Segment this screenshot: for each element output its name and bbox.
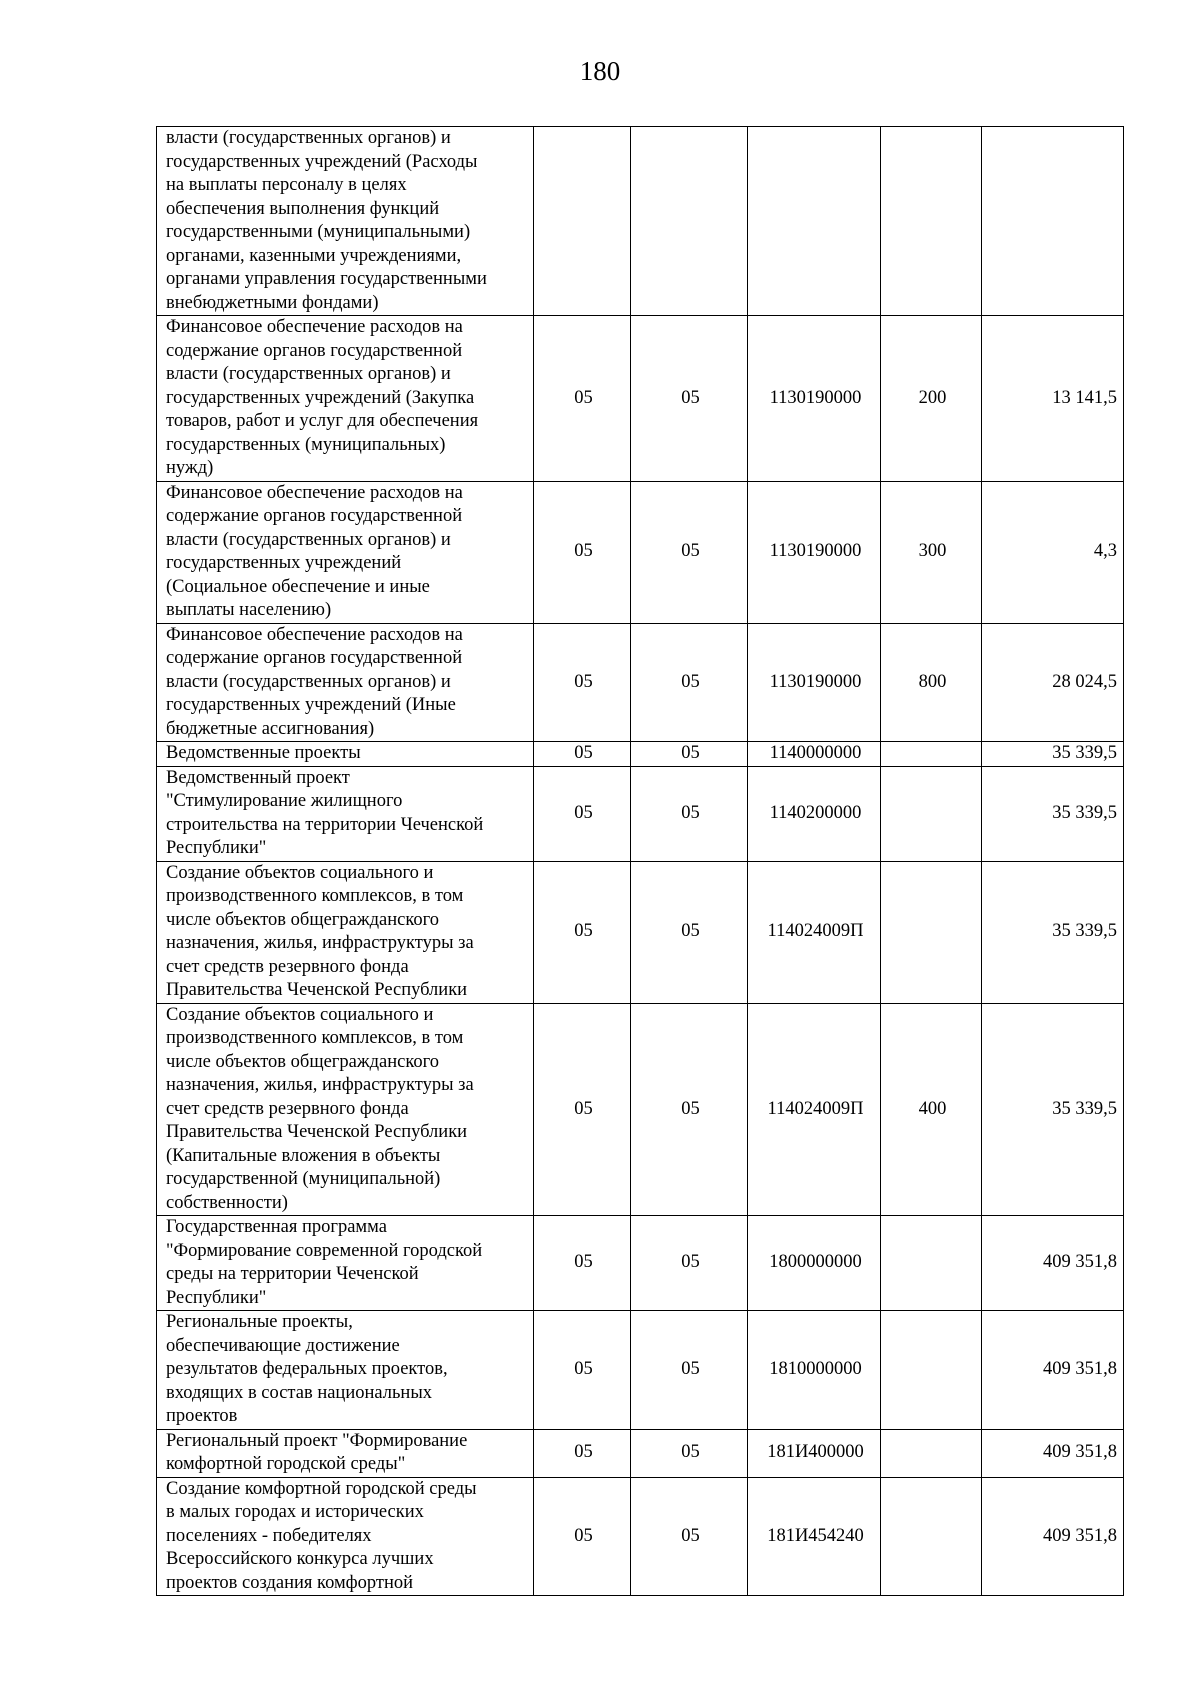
budget-table [156, 126, 1124, 1596]
expense-type-code: 300 [881, 481, 982, 623]
target-article-code: 114024009П [748, 861, 881, 1003]
target-article-code: 1140200000 [748, 766, 881, 861]
table-row [157, 623, 1124, 742]
row-description: Создание объектов социального и производственного комплексов, в том числе объектов общегражданского назначения, жилья, инфраструктуры за счет средств резервного фонда Правительства Чеченской Республики (Капитальные вложения в объекты государственной (муниципальной) собственности) [157, 1003, 534, 1216]
row-description: Создание комфортной городской среды в малых городах и исторических поселениях - победителях Всероссийского конкурса лучших проектов создания комфортной [157, 1477, 534, 1596]
table-row [157, 1003, 1124, 1216]
section-code: 05 [534, 861, 631, 1003]
row-description: Региональные проекты, обеспечивающие достижение результатов федеральных проектов, входящих в состав национальных проектов [157, 1311, 534, 1430]
row-description: Ведомственный проект "Стимулирование жилищного строительства на территории Чеченской Республики" [157, 766, 534, 861]
section-code [534, 127, 631, 316]
subsection-code: 05 [631, 742, 748, 767]
expense-type-code [881, 127, 982, 316]
expense-type-code [881, 1477, 982, 1596]
target-article-code: 181И454240 [748, 1477, 881, 1596]
table-row [157, 1477, 1124, 1596]
section-code: 05 [534, 766, 631, 861]
row-description: Финансовое обеспечение расходов на содержание органов государственной власти (государственных органов) и государственных учреждений (Закупка товаров, работ и услуг для обеспечения государственных (муниципальных) нужд) [157, 316, 534, 482]
table-row [157, 1311, 1124, 1430]
subsection-code: 05 [631, 623, 748, 742]
expense-type-code [881, 861, 982, 1003]
expense-type-code: 800 [881, 623, 982, 742]
amount-value: 409 351,8 [982, 1429, 1124, 1477]
subsection-code: 05 [631, 1477, 748, 1596]
amount-value: 409 351,8 [982, 1216, 1124, 1311]
row-description: Государственная программа "Формирование современной городской среды на территории Чеченской Республики" [157, 1216, 534, 1311]
section-code: 05 [534, 1216, 631, 1311]
target-article-code: 114024009П [748, 1003, 881, 1216]
section-code: 05 [534, 316, 631, 482]
table-row [157, 1216, 1124, 1311]
target-article-code: 1810000000 [748, 1311, 881, 1430]
target-article-code: 1800000000 [748, 1216, 881, 1311]
section-code: 05 [534, 1477, 631, 1596]
expense-type-code: 200 [881, 316, 982, 482]
table-row [157, 742, 1124, 767]
amount-value: 409 351,8 [982, 1311, 1124, 1430]
row-description: Финансовое обеспечение расходов на содержание органов государственной власти (государственных органов) и государственных учреждений (Иные бюджетные ассигнования) [157, 623, 534, 742]
amount-value: 35 339,5 [982, 742, 1124, 767]
subsection-code: 05 [631, 766, 748, 861]
section-code: 05 [534, 623, 631, 742]
table-row [157, 1429, 1124, 1477]
expense-type-code: 400 [881, 1003, 982, 1216]
expense-type-code [881, 766, 982, 861]
table-row [157, 481, 1124, 623]
target-article-code: 1140000000 [748, 742, 881, 767]
row-description: власти (государственных органов) и государственных учреждений (Расходы на выплаты персоналу в целях обеспечения выполнения функций государственными (муниципальными) органами, казенными учреждениями, органами управления государственными внебюджетными фондами) [157, 127, 534, 316]
row-description: Финансовое обеспечение расходов на содержание органов государственной власти (государственных органов) и государственных учреждений (Социальное обеспечение и иные выплаты населению) [157, 481, 534, 623]
subsection-code: 05 [631, 1216, 748, 1311]
subsection-code: 05 [631, 481, 748, 623]
section-code: 05 [534, 742, 631, 767]
subsection-code: 05 [631, 1311, 748, 1430]
section-code: 05 [534, 481, 631, 623]
subsection-code: 05 [631, 1003, 748, 1216]
expense-type-code [881, 1216, 982, 1311]
amount-value: 409 351,8 [982, 1477, 1124, 1596]
subsection-code: 05 [631, 1429, 748, 1477]
target-article-code: 1130190000 [748, 316, 881, 482]
expense-type-code [881, 1429, 982, 1477]
amount-value: 13 141,5 [982, 316, 1124, 482]
amount-value: 35 339,5 [982, 766, 1124, 861]
subsection-code [631, 127, 748, 316]
target-article-code: 181И400000 [748, 1429, 881, 1477]
table-row [157, 127, 1124, 316]
section-code: 05 [534, 1311, 631, 1430]
amount-value: 35 339,5 [982, 861, 1124, 1003]
row-description: Создание объектов социального и производственного комплексов, в том числе объектов общегражданского назначения, жилья, инфраструктуры за счет средств резервного фонда Правительства Чеченской Республики [157, 861, 534, 1003]
target-article-code [748, 127, 881, 316]
subsection-code: 05 [631, 316, 748, 482]
amount-value [982, 127, 1124, 316]
target-article-code: 1130190000 [748, 623, 881, 742]
section-code: 05 [534, 1429, 631, 1477]
amount-value: 35 339,5 [982, 1003, 1124, 1216]
table-row [157, 316, 1124, 482]
table-row [157, 861, 1124, 1003]
table-row [157, 766, 1124, 861]
row-description: Ведомственные проекты [157, 742, 534, 767]
budget-table-body [157, 127, 1124, 1596]
amount-value: 4,3 [982, 481, 1124, 623]
section-code: 05 [534, 1003, 631, 1216]
row-description: Региональный проект "Формирование комфортной городской среды" [157, 1429, 534, 1477]
target-article-code: 1130190000 [748, 481, 881, 623]
subsection-code: 05 [631, 861, 748, 1003]
expense-type-code [881, 1311, 982, 1430]
expense-type-code [881, 742, 982, 767]
page-number: 180 [579, 56, 621, 86]
amount-value: 28 024,5 [982, 623, 1124, 742]
